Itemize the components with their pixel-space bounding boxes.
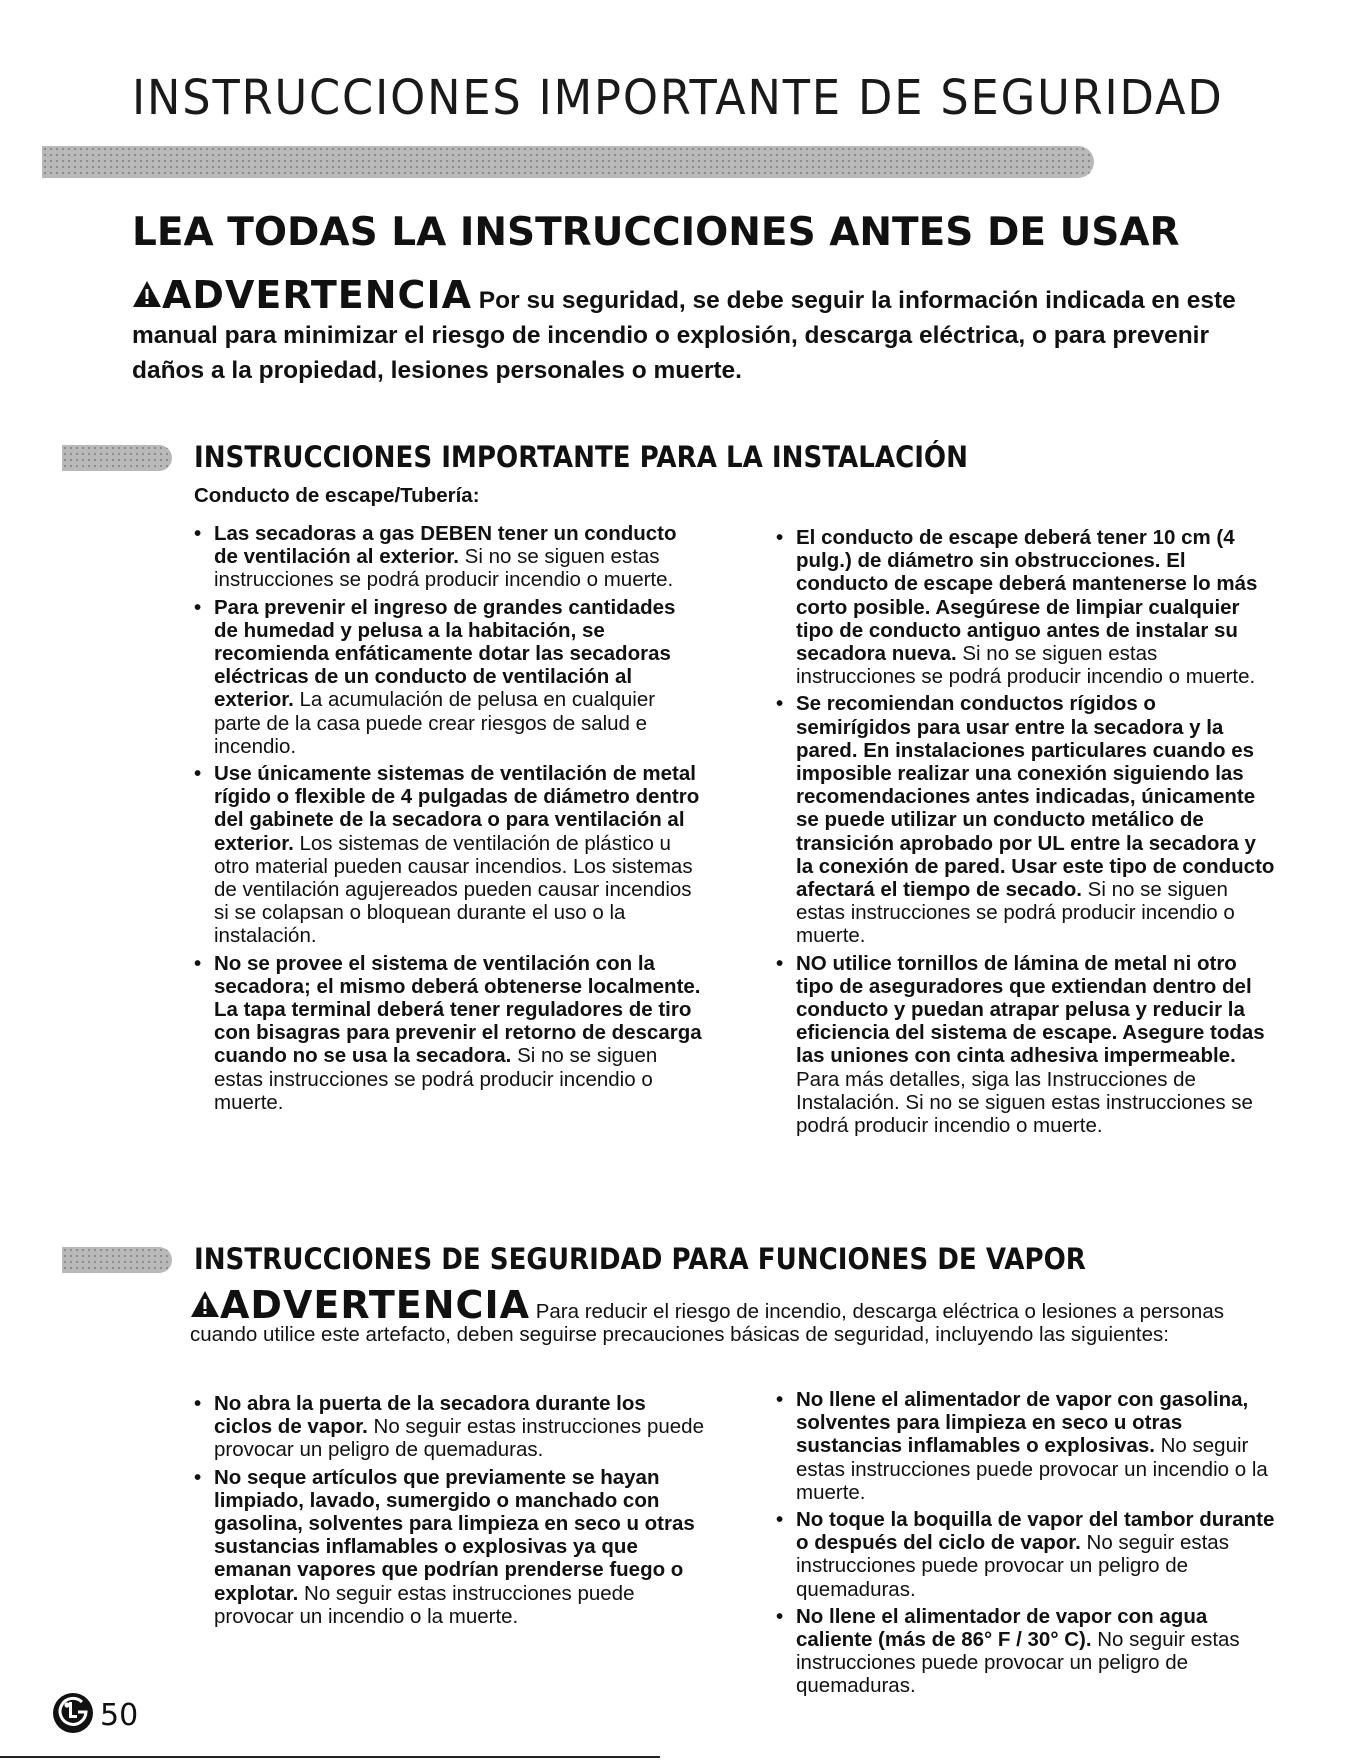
title-decorative-bar <box>42 146 1094 178</box>
installation-heading: INSTRUCCIONES IMPORTANTE PARA LA INSTALACIÓN <box>194 440 968 474</box>
list-item <box>776 1388 1276 1504</box>
item-bold-text: No toque la boquilla de vapor del tambor durante o después del ciclo de vapor. <box>796 1508 1275 1555</box>
warning-triangle-icon <box>190 1290 220 1323</box>
item-normal-text: Si no se siguen estas instrucciones se podrá producir incendio o muerte. <box>796 642 1256 689</box>
installation-subheading: Conducto de escape/Tubería: <box>194 484 480 507</box>
list-item <box>194 522 704 592</box>
list-item <box>776 692 1276 947</box>
item-bold-text: Para prevenir el ingreso de grandes cantidades de humedad y pelusa a la habitación, se recomienda enfáticamente dotar las secadoras eléctricas de un conducto de ventilación al exterior. <box>214 595 676 712</box>
item-normal-text: Si no se siguen estas instrucciones se podrá producir incendio o muerte. <box>214 1044 658 1114</box>
warning-word: ADVERTENCIA <box>162 273 472 317</box>
list-item <box>776 952 1276 1138</box>
item-normal-text: No seguir estas instrucciones puede provocar un peligro de quemaduras. <box>796 1531 1229 1601</box>
steam-warning <box>190 1283 1270 1346</box>
list-item <box>776 526 1276 688</box>
item-bold-text: No llene el alimentador de vapor con agua caliente (más de 86° F / 30° C). <box>796 1604 1208 1652</box>
item-bold-text: Se recomiendan conductos rígidos o semirígidos para usar entre la secadora y la pared. En instalaciones particulares cuando es imposible realizar una conexión siguiendo las recomendaciones antes indicadas, únicamente se puede utilizar un conducto metálico de transición aprobado por UL entre la secadora y la conexión de pared. Usar este tipo de conducto afectará el tiempo de secado. <box>796 692 1275 902</box>
main-warning <box>132 273 1272 388</box>
warning-word: ADVERTENCIA <box>220 1283 530 1327</box>
installation-left-list <box>194 522 704 1118</box>
installation-right-list <box>776 526 1276 1141</box>
warning-text: Para reducir el riesgo de incendio, descarga eléctrica o lesiones a personas cuando utilice este artefacto, deben seguirse precauciones básicas de seguridad, incluyendo las siguientes: <box>190 1300 1224 1346</box>
warning-triangle-icon <box>132 280 162 318</box>
item-bold-text: No abra la puerta de la secadora durante los ciclos de vapor. <box>214 1392 646 1439</box>
list-item <box>194 1392 704 1462</box>
steam-heading: INSTRUCCIONES DE SEGURIDAD PARA FUNCIONES DE VAPOR <box>194 1242 1086 1276</box>
list-item <box>194 596 704 758</box>
item-normal-text: Para más detalles, siga las Instrucciones de Instalación. Si no se siguen estas instrucciones se podrá producir incendio o muerte. <box>796 1067 1253 1138</box>
list-item <box>194 762 704 948</box>
item-normal-text: No seguir estas instrucciones puede provocar un peligro de quemaduras. <box>796 1628 1240 1698</box>
warning-text: Por su seguridad, se debe seguir la información indicada en este manual para minimizar el riesgo de incendio o explosión, descarga eléctrica, o para prevenir daños a la propiedad, lesiones personales o muerte. <box>132 287 1236 384</box>
list-item <box>776 1508 1276 1601</box>
item-bold-text: No se provee el sistema de ventilación con la secadora; el mismo deberá obtenerse localmente. La tapa terminal deberá tener reguladores de tiro con bisagras para prevenir el retorno de descarga cuando no se usa la secadora. <box>214 951 702 1068</box>
section-bullet-icon <box>62 445 172 471</box>
item-normal-text: Si no se siguen estas instrucciones se podrá producir incendio o muerte. <box>214 545 674 592</box>
item-bold-text: NO utilice tornillos de lámina de metal ni otro tipo de aseguradores que extiendan dentro del conducto y puedan atrapar pelusa y reducir la eficiencia del sistema de escape. Asegure todas las uniones con cinta adhesiva impermeable. <box>796 951 1265 1068</box>
item-normal-text: No seguir estas instrucciones puede provocar un incendio o la muerte. <box>796 1434 1268 1504</box>
steam-right-list <box>776 1388 1276 1702</box>
list-item <box>194 1466 704 1628</box>
item-bold-text: El conducto de escape deberá tener 10 cm (4 pulg.) de diámetro sin obstrucciones. El conducto de escape deberá mantenerse lo más corto posible. Asegúrese de limpiar cualquier tipo de conducto antiguo antes de instalar su secadora nueva. <box>796 526 1258 666</box>
page-title: INSTRUCCIONES IMPORTANTE DE SEGURIDAD <box>132 70 1224 126</box>
read-all-heading: LEA TODAS LA INSTRUCCIONES ANTES DE USAR <box>132 210 1180 255</box>
item-normal-text: No seguir estas instrucciones puede provocar un incendio o la muerte. <box>214 1581 635 1628</box>
page-footer <box>52 1692 138 1739</box>
section-bullet-icon <box>62 1247 172 1273</box>
item-normal-text: Si no se siguen estas instrucciones se podrá producir incendio o muerte. <box>796 878 1235 948</box>
item-bold-text: No seque artículos que previamente se hayan limpiado, lavado, sumergido o manchado con gasolina, solventes para limpieza en seco u otras sustancias inflamables o explosivas ya que emanan vapores que podrían prenderse fuego o explotar. <box>214 1465 695 1605</box>
item-normal-text: No seguir estas instrucciones puede provocar un peligro de quemaduras. <box>214 1415 704 1462</box>
item-bold-text: Las secadoras a gas DEBEN tener un conducto de ventilación al exterior. <box>214 522 677 569</box>
item-normal-text: La acumulación de pelusa en cualquier parte de la casa puede crear riesgos de salud e incendio. <box>214 688 656 758</box>
lg-logo-icon <box>52 1692 94 1739</box>
item-normal-text: Los sistemas de ventilación de plástico u otro material pueden causar incendios. Los sistemas de ventilación agujereados pueden causar incendios si se colapsan o bloquean durante el uso o la instalación. <box>214 831 693 948</box>
bottom-rule <box>0 1756 660 1758</box>
list-item <box>194 952 704 1114</box>
steam-left-list <box>194 1392 704 1632</box>
item-bold-text: Use únicamente sistemas de ventilación de metal rígido o flexible de 4 pulgadas de diámetro dentro del gabinete de la secadora o para ventilación al exterior. <box>214 762 700 855</box>
page-number: 50 <box>100 1698 139 1733</box>
item-bold-text: No llene el alimentador de vapor con gasolina, solventes para limpieza en seco u otras sustancias inflamables o explosivas. <box>796 1388 1249 1458</box>
list-item <box>776 1605 1276 1698</box>
